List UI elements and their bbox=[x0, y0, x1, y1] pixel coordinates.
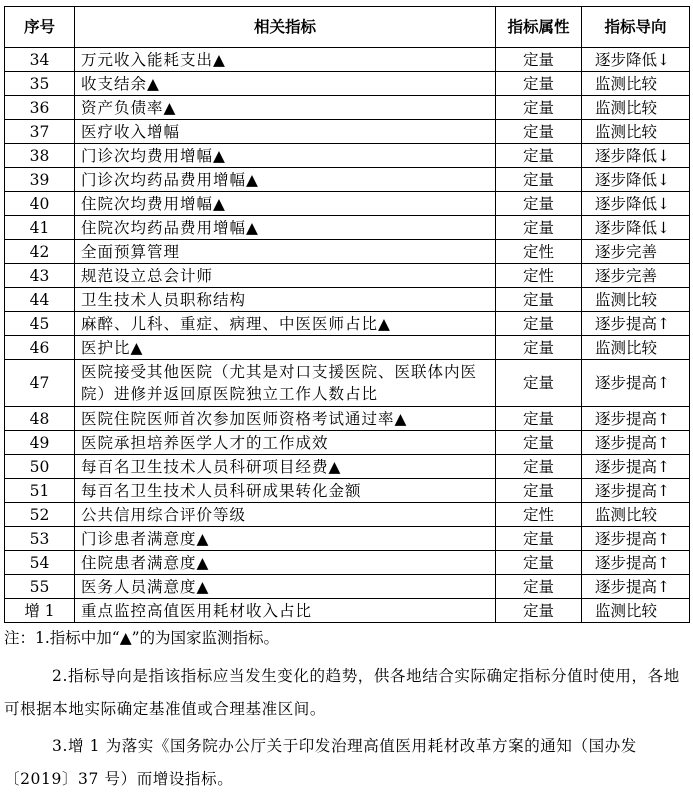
row-attribute: 定量 bbox=[496, 479, 582, 503]
row-no: 41 bbox=[5, 216, 75, 240]
row-no: 52 bbox=[5, 503, 75, 527]
row-attribute: 定性 bbox=[496, 503, 582, 527]
row-indicator: 重点监控高值医用耗材收入占比 bbox=[75, 599, 496, 623]
row-no: 36 bbox=[5, 96, 75, 120]
row-indicator: 医院住院医师首次参加医师资格考试通过率▲ bbox=[75, 407, 496, 431]
row-attribute: 定量 bbox=[496, 455, 582, 479]
row-attribute: 定量 bbox=[496, 48, 582, 72]
row-direction: 逐步降低↓ bbox=[582, 168, 690, 192]
table-row bbox=[5, 575, 690, 599]
row-direction: 监测比较 bbox=[582, 503, 690, 527]
row-indicator: 门诊次均费用增幅▲ bbox=[75, 144, 496, 168]
row-attribute: 定量 bbox=[496, 72, 582, 96]
row-direction: 逐步提高↑ bbox=[582, 431, 690, 455]
row-indicator: 规范设立总会计师 bbox=[75, 264, 496, 288]
row-attribute: 定性 bbox=[496, 264, 582, 288]
table-row bbox=[5, 144, 690, 168]
row-direction: 逐步降低↓ bbox=[582, 144, 690, 168]
row-attribute: 定量 bbox=[496, 407, 582, 431]
row-direction: 逐步提高↑ bbox=[582, 479, 690, 503]
row-attribute: 定量 bbox=[496, 288, 582, 312]
row-attribute: 定量 bbox=[496, 144, 582, 168]
table-row bbox=[5, 479, 690, 503]
table-row bbox=[5, 96, 690, 120]
row-no: 44 bbox=[5, 288, 75, 312]
row-attribute: 定性 bbox=[496, 240, 582, 264]
row-indicator: 公共信用综合评价等级 bbox=[75, 503, 496, 527]
row-no: 53 bbox=[5, 527, 75, 551]
row-attribute: 定量 bbox=[496, 192, 582, 216]
row-indicator: 医院接受其他医院（尤其是对口支援医院、医联体内医院）进修并返回原医院独立工作人数占比 bbox=[75, 360, 496, 407]
row-direction: 逐步提高↑ bbox=[582, 455, 690, 479]
table-row bbox=[5, 336, 690, 360]
row-attribute: 定量 bbox=[496, 599, 582, 623]
row-attribute: 定量 bbox=[496, 216, 582, 240]
table-row bbox=[5, 599, 690, 623]
row-attribute: 定量 bbox=[496, 336, 582, 360]
row-no: 35 bbox=[5, 72, 75, 96]
row-no: 47 bbox=[5, 360, 75, 407]
table-row bbox=[5, 503, 690, 527]
row-indicator: 全面预算管理 bbox=[75, 240, 496, 264]
row-no: 49 bbox=[5, 431, 75, 455]
row-no: 45 bbox=[5, 312, 75, 336]
row-no: 42 bbox=[5, 240, 75, 264]
table-row bbox=[5, 48, 690, 72]
row-indicator: 收支结余▲ bbox=[75, 72, 496, 96]
row-direction: 监测比较 bbox=[582, 120, 690, 144]
row-indicator: 麻醉、儿科、重症、病理、中医医师占比▲ bbox=[75, 312, 496, 336]
row-attribute: 定量 bbox=[496, 168, 582, 192]
row-direction: 逐步提高↑ bbox=[582, 407, 690, 431]
row-attribute: 定量 bbox=[496, 527, 582, 551]
table-row bbox=[5, 240, 690, 264]
row-no: 增 1 bbox=[5, 599, 75, 623]
row-indicator: 医护比▲ bbox=[75, 336, 496, 360]
note-1: 注：1.指标中加“▲”的为国家监测指标。 bbox=[4, 629, 280, 647]
table-row bbox=[5, 455, 690, 479]
header-indicator: 相关指标 bbox=[75, 7, 496, 48]
row-direction: 逐步降低↓ bbox=[582, 192, 690, 216]
row-no: 55 bbox=[5, 575, 75, 599]
row-direction: 逐步提高↑ bbox=[582, 575, 690, 599]
row-indicator: 住院次均药品费用增幅▲ bbox=[75, 216, 496, 240]
table-row bbox=[5, 527, 690, 551]
row-no: 48 bbox=[5, 407, 75, 431]
table-row bbox=[5, 120, 690, 144]
row-direction: 监测比较 bbox=[582, 599, 690, 623]
row-indicator: 医务人员满意度▲ bbox=[75, 575, 496, 599]
row-direction: 逐步提高↑ bbox=[582, 312, 690, 336]
row-no: 38 bbox=[5, 144, 75, 168]
row-no: 54 bbox=[5, 551, 75, 575]
row-direction: 监测比较 bbox=[582, 72, 690, 96]
row-indicator: 卫生技术人员职称结构 bbox=[75, 288, 496, 312]
row-direction: 逐步提高↑ bbox=[582, 360, 690, 407]
row-direction: 逐步提高↑ bbox=[582, 551, 690, 575]
table-notes bbox=[4, 626, 689, 796]
table-row bbox=[5, 431, 690, 455]
row-no: 50 bbox=[5, 455, 75, 479]
row-no: 34 bbox=[5, 48, 75, 72]
row-indicator: 医疗收入增幅 bbox=[75, 120, 496, 144]
row-attribute: 定量 bbox=[496, 360, 582, 407]
row-attribute: 定量 bbox=[496, 575, 582, 599]
table-row bbox=[5, 407, 690, 431]
row-direction: 逐步降低↓ bbox=[582, 48, 690, 72]
table-row bbox=[5, 264, 690, 288]
row-direction: 监测比较 bbox=[582, 288, 690, 312]
row-indicator: 门诊患者满意度▲ bbox=[75, 527, 496, 551]
row-attribute: 定量 bbox=[496, 431, 582, 455]
row-indicator: 住院次均费用增幅▲ bbox=[75, 192, 496, 216]
row-indicator: 每百名卫生技术人员科研成果转化金额 bbox=[75, 479, 496, 503]
header-no: 序号 bbox=[5, 7, 75, 48]
note-3: 3.增 1 为落实《国务院办公厅关于印发治理高值医用耗材改革方案的通知（国办发〔2019〕37 号）而增设指标。 bbox=[4, 737, 637, 788]
row-indicator: 门诊次均药品费用增幅▲ bbox=[75, 168, 496, 192]
row-indicator: 每百名卫生技术人员科研项目经费▲ bbox=[75, 455, 496, 479]
row-no: 46 bbox=[5, 336, 75, 360]
indicator-table bbox=[4, 6, 690, 623]
row-no: 51 bbox=[5, 479, 75, 503]
row-no: 40 bbox=[5, 192, 75, 216]
row-indicator: 住院患者满意度▲ bbox=[75, 551, 496, 575]
header-direction: 指标导向 bbox=[582, 7, 690, 48]
row-no: 37 bbox=[5, 120, 75, 144]
row-direction: 逐步降低↓ bbox=[582, 216, 690, 240]
row-direction: 监测比较 bbox=[582, 336, 690, 360]
row-no: 43 bbox=[5, 264, 75, 288]
row-attribute: 定量 bbox=[496, 96, 582, 120]
header-attribute: 指标属性 bbox=[496, 7, 582, 48]
table-row bbox=[5, 360, 690, 407]
row-indicator: 资产负债率▲ bbox=[75, 96, 496, 120]
table-row bbox=[5, 288, 690, 312]
row-direction: 逐步完善 bbox=[582, 264, 690, 288]
row-indicator: 医院承担培养医学人才的工作成效 bbox=[75, 431, 496, 455]
row-direction: 逐步提高↑ bbox=[582, 527, 690, 551]
row-direction: 监测比较 bbox=[582, 96, 690, 120]
row-attribute: 定量 bbox=[496, 551, 582, 575]
row-direction: 逐步完善 bbox=[582, 240, 690, 264]
table-row bbox=[5, 72, 690, 96]
table-header-row bbox=[5, 7, 690, 48]
row-attribute: 定量 bbox=[496, 312, 582, 336]
table-row bbox=[5, 216, 690, 240]
row-attribute: 定量 bbox=[496, 120, 582, 144]
table-row bbox=[5, 192, 690, 216]
table-row bbox=[5, 551, 690, 575]
table-row bbox=[5, 168, 690, 192]
note-2: 2.指标导向是指该指标应当发生变化的趋势，供各地结合实际确定指标分值时使用，各地可根据本地实际确定基准值或合理基准区间。 bbox=[4, 667, 680, 718]
row-indicator: 万元收入能耗支出▲ bbox=[75, 48, 496, 72]
row-no: 39 bbox=[5, 168, 75, 192]
table-row bbox=[5, 312, 690, 336]
